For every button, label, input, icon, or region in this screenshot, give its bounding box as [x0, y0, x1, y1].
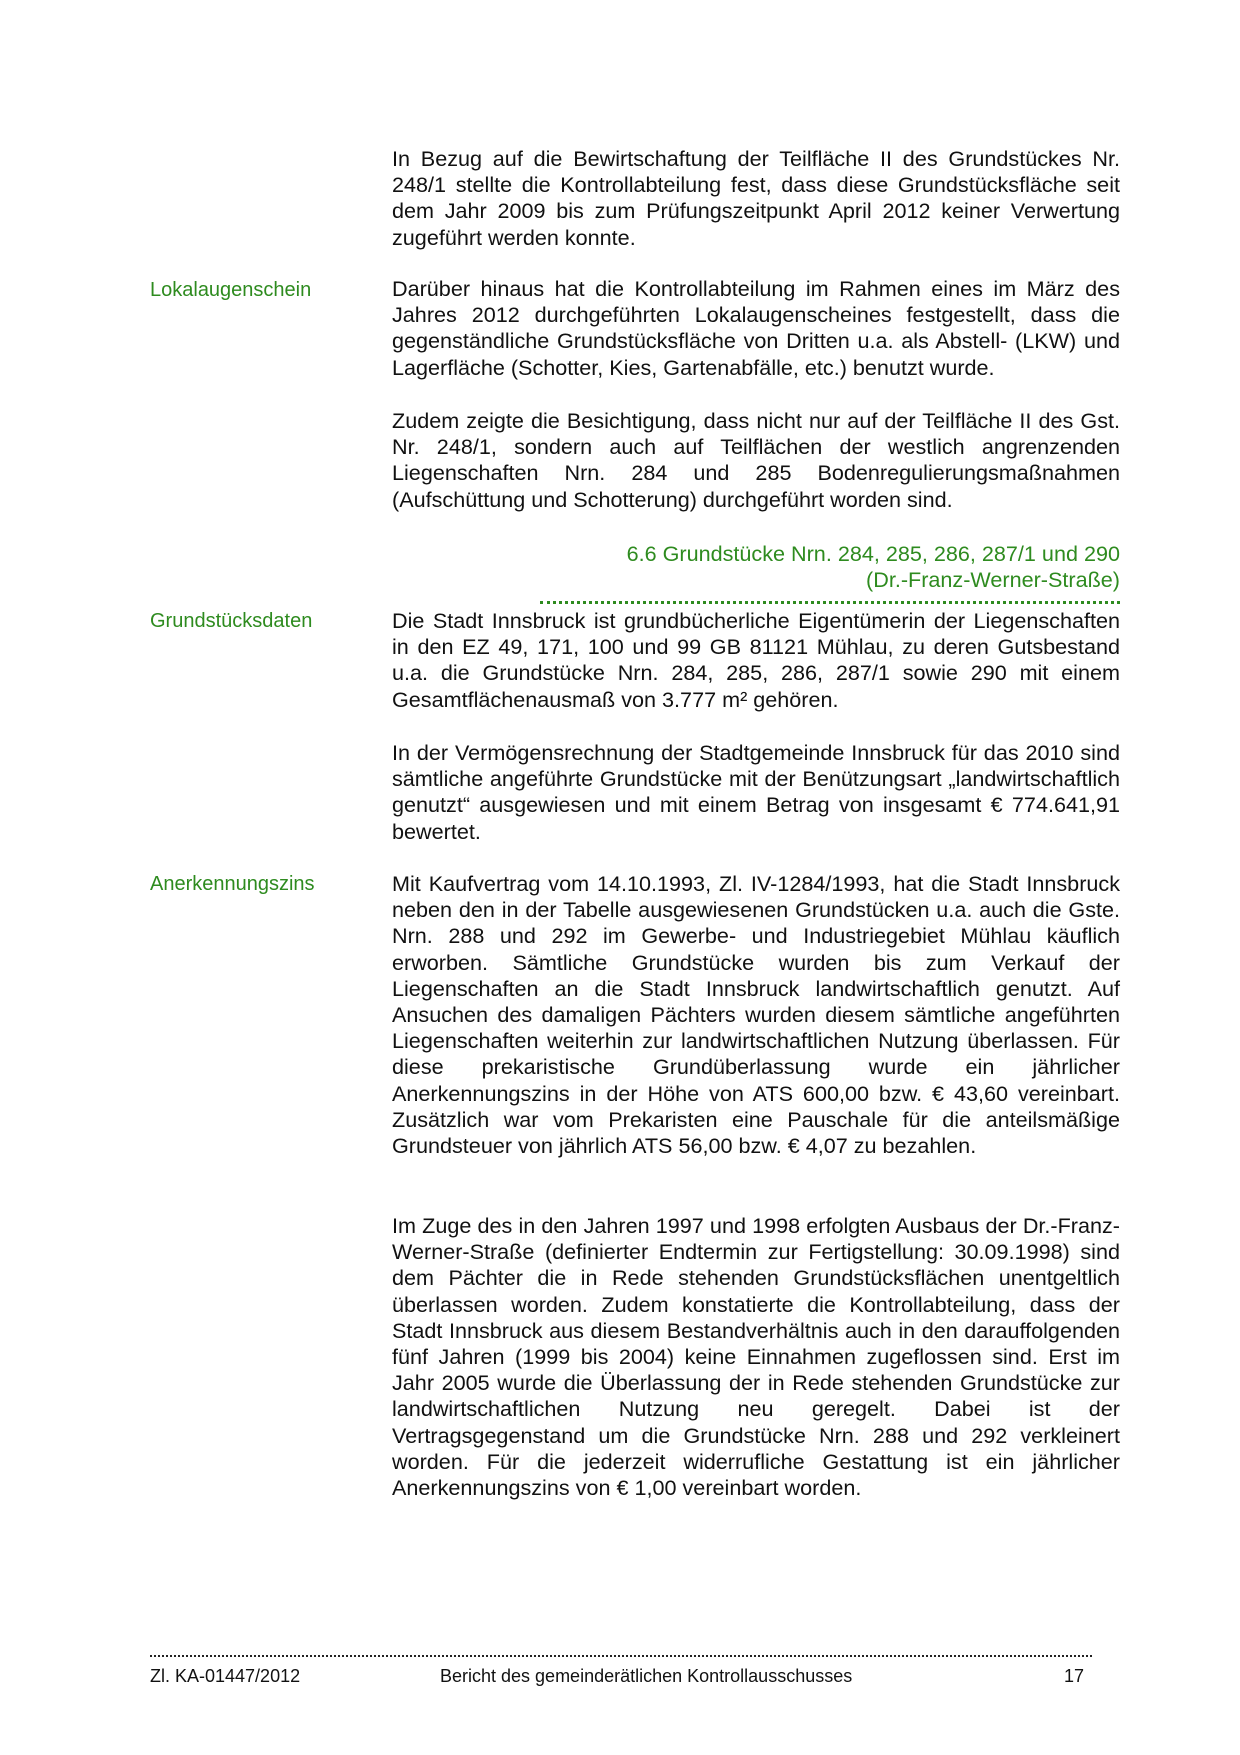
paragraph-kaufvertrag: Mit Kaufvertrag vom 14.10.1993, Zl. IV-1284/1993, hat die Stadt Innsbruck neben den in der Tabelle ausgewiesenen Grundstücken u.a. auch die Gste. Nrn. 288 und 292 im Gewerbe- und Industriegebiet Mühlau käuflich erworben. Sämtliche Grundstücke wurden bis zum Verkauf der Liegenschaften an die Stadt Innsbruck landwirtschaftlich genutzt. Auf Ansuchen des damaligen Pächters wurden diesem sämtliche angeführten Liegenschaften weiterhin zur landwirtschaftlichen Nutzung überlassen. Für diese prekaristische Grundüberlassung wurde ein jährlicher Anerkennungszins in der Höhe von ATS 600,00 bzw. € 43,60 vereinbart. Zusätzlich war vom Prekaristen eine Pauschale für die anteilsmäßige Grundsteuer von jährlich ATS 56,00 bzw. € 4,07 zu bezahlen.: [392, 871, 1120, 1159]
section-heading-line2: (Dr.-Franz-Werner-Straße): [866, 567, 1120, 592]
section-heading-rule: [540, 601, 1120, 604]
section-heading-line1: 6.6 Grundstücke Nrn. 284, 285, 286, 287/1 und 290: [626, 541, 1120, 566]
footer-rule: [150, 1655, 1092, 1657]
margin-label-grundstuecksdaten: Grundstücksdaten: [150, 610, 313, 632]
footer-page-number: 17: [1064, 1666, 1085, 1686]
footer-title: Bericht des gemeinderätlichen Kontrollausschusses: [440, 1666, 853, 1686]
paragraph-grundstuecksdaten: Die Stadt Innsbruck ist grundbücherliche Eigentümerin der Liegenschaften in den EZ 49, 171, 100 und 99 GB 81121 Mühlau, zu deren Gutsbestand u.a. die Grundstücke Nrn. 284, 285, 286, 287/1 sowie 290 mit einem Gesamtflächenausmaß von 3.777 m² gehören.: [392, 608, 1120, 712]
paragraph-lokalaugenschein: Darüber hinaus hat die Kontrollabteilung im Rahmen eines im März des Jahres 2012 durchgeführten Lokalaugenscheines festgestellt, dass die gegenständliche Grundstücksfläche von Dritten u.a. als Abstell- (LKW) und Lagerfläche (Schotter, Kies, Gartenabfälle, etc.) benutzt wurde.: [392, 276, 1120, 380]
paragraph-besichtigung: Zudem zeigte die Besichtigung, dass nicht nur auf der Teilfläche II des Gst. Nr. 248/1, sondern auch auf Teilflächen der westlich angrenzenden Liegenschaften Nrn. 284 und 285 Bodenregulierungsmaßnahmen (Aufschüttung und Schotterung) durchgeführt worden sind.: [392, 408, 1120, 512]
margin-label-anerkennungszins: Anerkennungszins: [150, 873, 315, 895]
footer-reference: Zl. KA-01447/2012: [150, 1666, 301, 1686]
paragraph-ausbau: Im Zuge des in den Jahren 1997 und 1998 erfolgten Ausbaus der Dr.-Franz-Werner-Straße (definierter Endtermin zur Fertigstellung: 30.09.1998) sind dem Pächter die in Rede stehenden Grundstücksflächen unentgeltlich überlassen worden. Zudem konstatierte die Kontrollabteilung, dass der Stadt Innsbruck aus diesem Bestandverhältnis auch in den darauffolgenden fünf Jahren (1999 bis 2004) keine Einnahmen zugeflossen sind. Erst im Jahr 2005 wurde die Überlassung der in Rede stehenden Grundstücke zur landwirtschaftlichen Nutzung neu geregelt. Dabei ist der Vertragsgegenstand um die Grundstücke Nrn. 288 und 292 verkleinert worden. Für die jederzeit widerrufliche Gestattung ist ein jährlicher Anerkennungszins von € 1,00 vereinbart worden.: [392, 1213, 1120, 1501]
margin-label-lokalaugenschein: Lokalaugenschein: [150, 279, 312, 301]
paragraph-teilflaeche: In Bezug auf die Bewirtschaftung der Teilfläche II des Grundstückes Nr. 248/1 stellte die Kontrollabteilung fest, dass diese Grundstücksfläche seit dem Jahr 2009 bis zum Prüfungszeitpunkt April 2012 keiner Verwertung zugeführt werden konnte.: [392, 146, 1120, 250]
paragraph-vermoegensrechnung: In der Vermögensrechnung der Stadtgemeinde Innsbruck für das 2010 sind sämtliche angeführte Grundstücke mit der Benützungsart „landwirtschaftlich genutzt“ ausgewiesen und mit einem Betrag von insgesamt € 774.641,91 bewertet.: [392, 740, 1120, 844]
